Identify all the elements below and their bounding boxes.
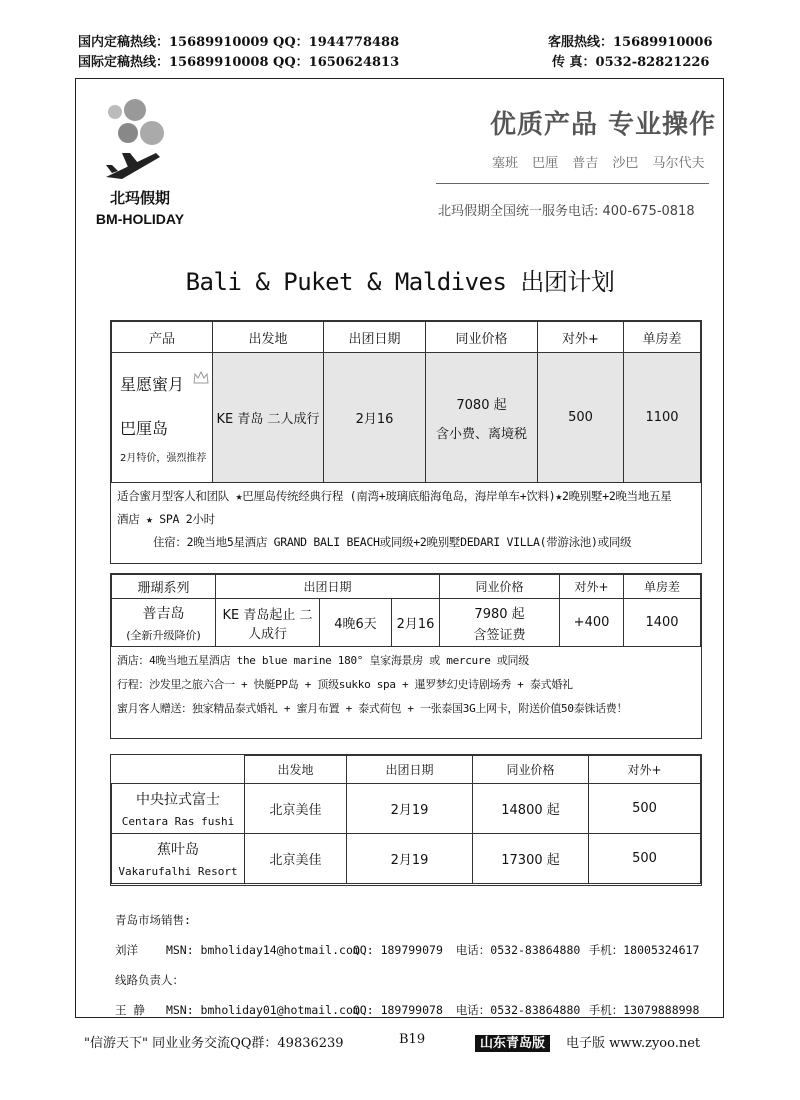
maldives-section <box>110 754 702 886</box>
col-header: 单房差 <box>624 322 701 353</box>
sales-label: 青岛市场销售: <box>115 913 191 927</box>
edition-badge-label: 山东青岛版 <box>475 1035 550 1052</box>
contact-name: 王 静 <box>115 1003 145 1017</box>
departure-cell: 北京美佳 <box>245 784 347 834</box>
product-cell <box>112 353 213 483</box>
destination-list: 塞班 巴厘 普吉 沙巴 马尔代夫 <box>492 156 705 171</box>
col-header: 对外+ <box>560 575 624 599</box>
col-header: 单房差 <box>624 575 701 599</box>
contact-tel: 电话：0532-83864880 <box>455 1003 581 1017</box>
logo-dot-icon <box>140 121 164 145</box>
markup-cell: 500 <box>589 834 701 884</box>
resort-name-cn: 中央拉式富士 <box>136 792 220 808</box>
price-cell <box>426 353 538 483</box>
domestic-hotline: 国内定稿热线：15689910009 QQ：1944778488 <box>78 35 400 50</box>
col-header: 对外+ <box>589 756 701 784</box>
duration-cell: 4晚6天 <box>320 599 392 647</box>
col-header: 出发地 <box>213 322 324 353</box>
note-line: 行程：沙发里之旅六合一 + 快艇PP岛 + 顶级sukko spa + 暹罗梦幻史诗剧场秀 + 泰式婚礼 <box>117 678 573 691</box>
maldives-table <box>111 755 701 884</box>
departure-cell: KE 青岛起止 二人成行 <box>216 599 320 647</box>
sales-contact <box>115 935 699 965</box>
markup-cell: 500 <box>589 784 701 834</box>
price-note: 含小费、离境税 <box>435 426 527 442</box>
markup-cell: +400 <box>560 599 624 647</box>
single-supplement-cell: 1100 <box>624 353 701 483</box>
slogan: 优质产品 专业操作 <box>490 110 717 140</box>
col-header: 出团日期 <box>324 322 426 353</box>
phuket-table <box>111 574 701 647</box>
international-hotline: 国际定稿热线：15689910008 QQ：1650624813 <box>78 55 400 70</box>
contact-qq: QQ: 189799079 <box>352 943 443 957</box>
col-header: 同业价格 <box>426 322 538 353</box>
series-cell <box>112 599 216 647</box>
col-header: 珊瑚系列 <box>112 575 216 599</box>
price-cell <box>440 599 560 647</box>
airplane-icon <box>102 143 162 183</box>
bali-section <box>110 320 702 564</box>
blank-header <box>112 756 245 784</box>
bali-notes <box>111 483 701 556</box>
logo-dot-icon <box>108 105 122 119</box>
contact-tel: 电话：0532-83864880 <box>455 943 581 957</box>
table-row <box>112 784 701 834</box>
col-header: 对外+ <box>538 322 624 353</box>
single-supplement-cell: 1400 <box>624 599 701 647</box>
col-header: 出发地 <box>245 756 347 784</box>
resort-name-en: Vakarufalhi Resort <box>118 865 238 878</box>
price-cell: 14800 起 <box>473 784 589 834</box>
product-place: 巴厘岛 <box>120 419 169 438</box>
markup-cell: 500 <box>538 353 624 483</box>
col-header: 产品 <box>112 322 213 353</box>
brand-name-en: BM-HOLIDAY <box>95 211 185 227</box>
contact-name: 刘洋 <box>115 943 138 957</box>
contact-mobile: 手机：13079888998 <box>588 1003 700 1017</box>
service-hotline: 客服热线：15689910006 <box>548 35 713 50</box>
divider <box>436 183 709 184</box>
page-number: B19 <box>399 1032 426 1047</box>
price-cell: 17300 起 <box>473 834 589 884</box>
edition-badge <box>475 1032 550 1051</box>
contact-qq: QQ: 189799078 <box>352 1003 443 1017</box>
website-link[interactable]: 电子版 www.zyoo.net <box>566 1036 701 1051</box>
price-note: 含签证费 <box>473 627 526 643</box>
manager-label: 线路负责人： <box>115 973 184 987</box>
resort-name-en: Centara Ras fushi <box>121 815 235 828</box>
table-row <box>112 834 701 884</box>
note-line: 住宿：2晚当地5星酒店 GRAND BALI BEACH或同级+2晚别墅DEDARI VILLA(带游泳池)或同级 <box>153 535 632 549</box>
contacts-block <box>115 905 699 1025</box>
departure-cell: KE 青岛 二人成行 <box>213 353 324 483</box>
price-value: 7980 起 <box>474 606 525 622</box>
contact-msn[interactable]: MSN: bmholiday01@hotmail.com <box>165 1003 360 1017</box>
date-cell: 2月16 <box>324 353 426 483</box>
departure-cell: 北京美佳 <box>245 834 347 884</box>
phuket-notes <box>111 647 701 723</box>
contact-msn[interactable]: MSN: bmholiday14@hotmail.com <box>165 943 360 957</box>
product-name: 星愿蜜月 <box>120 375 185 394</box>
page-title: Bali & Puket & Maldives 出团计划 <box>185 268 615 296</box>
series-name: 普吉岛 <box>142 605 185 622</box>
manager-contact <box>115 995 699 1025</box>
date-cell: 2月19 <box>347 834 473 884</box>
series-note: (全新升级降价) <box>126 628 201 642</box>
col-header: 出团日期 <box>347 756 473 784</box>
date-cell: 2月19 <box>347 784 473 834</box>
crown-icon <box>193 371 209 385</box>
price-value: 7080 起 <box>456 397 507 413</box>
note-line: 适合蜜月型客人和团队 ★巴厘岛传统经典行程 (南湾+玻璃底船海龟岛，海岸单车+饮料)★2晚别墅+2晚当地五星 <box>117 489 672 503</box>
contact-mobile: 手机：18005324617 <box>588 943 700 957</box>
note-line: 蜜月客人赠送：独家精品泰式婚礼 + 蜜月布置 + 泰式荷包 + 一张泰国3G上网卡，附送价值50泰铢话费！ <box>117 702 628 715</box>
col-header: 同业价格 <box>473 756 589 784</box>
brand-name-cn: 北玛假期 <box>109 189 170 207</box>
product-note: 2月特价，强烈推荐 <box>120 453 207 464</box>
footer-qq-group: "信游天下" 同业业务交流QQ群：49836239 <box>84 1036 344 1051</box>
logo-dot-icon <box>118 123 138 143</box>
col-header: 同业价格 <box>440 575 560 599</box>
resort-cell <box>112 834 245 884</box>
bali-table <box>111 321 701 483</box>
note-line: 酒店：4晚当地五星酒店 the blue marine 180° 皇家海景房 或 mercure 或同级 <box>117 654 529 667</box>
note-line: 酒店 ★ SPA 2小时 <box>117 512 215 526</box>
resort-cell <box>112 784 245 834</box>
brand-logo <box>90 95 190 235</box>
service-phone: 北玛假期全国统一服务电话: 400-675-0818 <box>438 204 695 219</box>
phuket-section <box>110 573 702 739</box>
date-cell: 2月16 <box>392 599 440 647</box>
fax-number: 传 真：0532-82821226 <box>552 55 710 70</box>
resort-name-cn: 蕉叶岛 <box>157 842 199 858</box>
logo-dot-icon <box>124 99 146 121</box>
col-header: 出团日期 <box>216 575 440 599</box>
